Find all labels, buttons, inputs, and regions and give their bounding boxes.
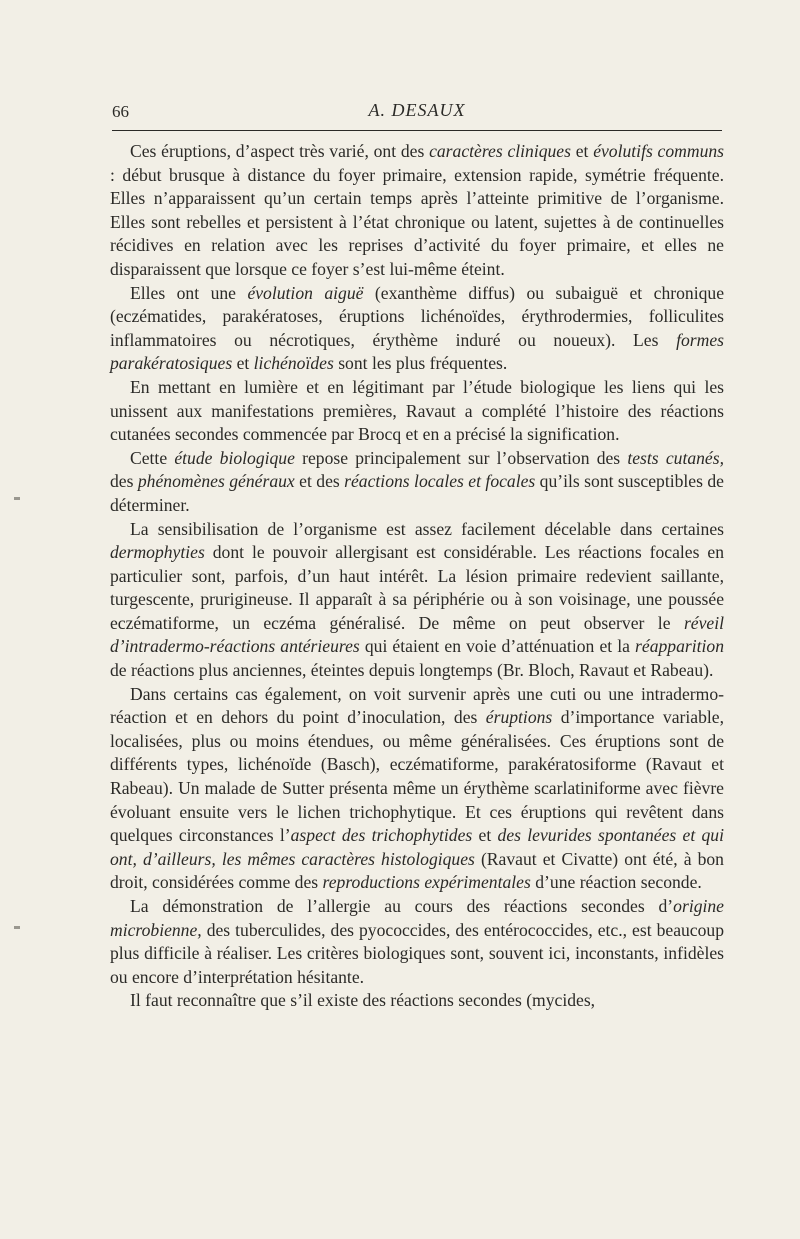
text-run: : début brusque à distance du foyer primaire, extension rapide, symétrie fréquente. Elles n’apparaissent qu’un certain temps après l’atteinte primitive de l’organisme. Elles sont rebelles et persistent à l’état chronique ou latent, sujettes à de continuelles récidives en relation avec les reprises d’activité du foyer primaire, et elles ne disparaissent que lorsque ce foyer s’est lui-même éteint.: [110, 164, 724, 279]
italic-run: origine microbienne,: [110, 896, 724, 940]
italic-run: caractères cliniques: [429, 141, 571, 161]
italic-run: réactions locales et focales: [344, 471, 536, 492]
text-run: et: [570, 141, 594, 161]
text-run: des: [110, 471, 138, 492]
paragraph: [110, 518, 724, 683]
text-run: repose principalement sur l’observation des: [294, 447, 628, 468]
text-run: dont le pouvoir allergisant est considérable. Les réactions focales en particulier sont, parfois, d’un haut intérêt. La lésion primaire redevient saillante, turgescente, prurigineuse. Il apparaît à sa périphérie ou à son voisinage, une poussée eczématiforme, un eczéma généralisé. De même on peut observer le: [110, 542, 724, 633]
text-run: et: [232, 353, 254, 374]
paragraph: [110, 683, 724, 895]
italic-run: dermophyties: [110, 542, 205, 563]
italic-run: réapparition: [635, 636, 724, 657]
italic-run: éruptions: [485, 707, 553, 728]
italic-run: tests cutanés,: [627, 447, 724, 468]
text-run: sont les plus fréquentes.: [333, 353, 508, 374]
italic-run: aspect des trichophytides: [290, 825, 473, 846]
paragraph: [110, 282, 724, 376]
text-run: d’importance variable, localisées, plus ou moins étendues, ou même généralisées. Ces éruptions sont de différents types, lichénoïde (Basch), eczématiforme, parakératosiforme (Ravaut et Rabeau). Un malade de Sutter présenta même un érythème scarlatiniforme avec fièvre évoluant ensuite vers le lichen trichophytique. Et ces éruptions qui revêtent dans quelques circonstances l’: [110, 707, 724, 846]
text-run: et: [472, 825, 498, 846]
text-run: Elles ont une: [130, 282, 248, 303]
text-run: d’une réaction seconde.: [530, 872, 702, 893]
italic-run: formes parakératosiques: [110, 329, 724, 374]
paragraph: [110, 140, 724, 282]
page-number: 66: [112, 102, 129, 121]
text-run: et des: [294, 471, 345, 492]
italic-run: évolutifs communs: [593, 141, 725, 161]
italic-run: des levurides spontanées et qui ont, d’ailleurs, les mêmes caractères histologiques: [110, 825, 724, 869]
text-run: (exanthème diffus) ou subaiguë et chronique (eczématides, parakératoses, éruptions lichénoïdes, érythrodermies, folliculites inflammatoires ou nécrotiques, érythème induré ou noueux). Les: [110, 282, 724, 350]
text-run: (Ravaut et Civatte) ont été, à bon droit, considérées comme des: [110, 848, 724, 893]
italic-run: phénomènes généraux: [137, 471, 295, 492]
italic-run: réveil d’intradermo-réactions antérieures: [110, 612, 724, 657]
paragraph: [110, 376, 724, 447]
text-run: Cette: [130, 447, 175, 468]
text-run: En mettant en lumière et en légitimant par l’étude biologique les liens qui les unissent aux manifestations premières, Ravaut a complété l’histoire des réactions cutanées secondes commencée par Brocq et en a précisé la signification.: [110, 376, 724, 445]
paragraph: [110, 989, 724, 1013]
text-run: La sensibilisation de l’organisme est assez facilement décelable dans certaines: [130, 518, 724, 539]
italic-run: lichénoïdes: [253, 353, 334, 374]
text-run: Ces éruptions, d’aspect très varié, ont des: [130, 141, 430, 161]
text-run: qu’ils sont susceptibles de déterminer.: [110, 471, 724, 515]
text-run: Il faut reconnaître que s’il existe des réactions secondes (mycides,: [130, 990, 596, 1011]
paragraph: [110, 895, 724, 989]
italic-run: reproductions expérimentales: [322, 872, 531, 893]
text-run: qui étaient en voie d’atténuation et la: [359, 636, 636, 657]
header-rule: [112, 130, 722, 131]
running-head: A. DESAUX: [368, 100, 466, 120]
body-text: [110, 140, 724, 1013]
italic-run: évolution aiguë: [247, 282, 364, 303]
page-header: [112, 96, 722, 126]
text-run: de réactions plus anciennes, éteintes depuis longtemps (Br. Bloch, Ravaut et Rabeau).: [110, 660, 714, 681]
margin-mark: [14, 497, 20, 500]
text-run: Dans certains cas également, on voit survenir après une cuti ou une intradermo-réaction et en dehors du point d’inoculation, des: [110, 683, 724, 728]
text-run: des tuberculides, des pyococcides, des entérococcides, etc., est beaucoup plus difficile à réaliser. Les critères biologiques sont, souvent ici, inconstants, infidèles ou encore d’interprétation hésitante.: [110, 919, 724, 987]
paragraph: [110, 447, 724, 518]
italic-run: étude biologique: [174, 447, 295, 468]
text-run: La démonstration de l’allergie au cours des réactions secondes d’: [130, 896, 674, 916]
margin-mark: [14, 926, 20, 929]
